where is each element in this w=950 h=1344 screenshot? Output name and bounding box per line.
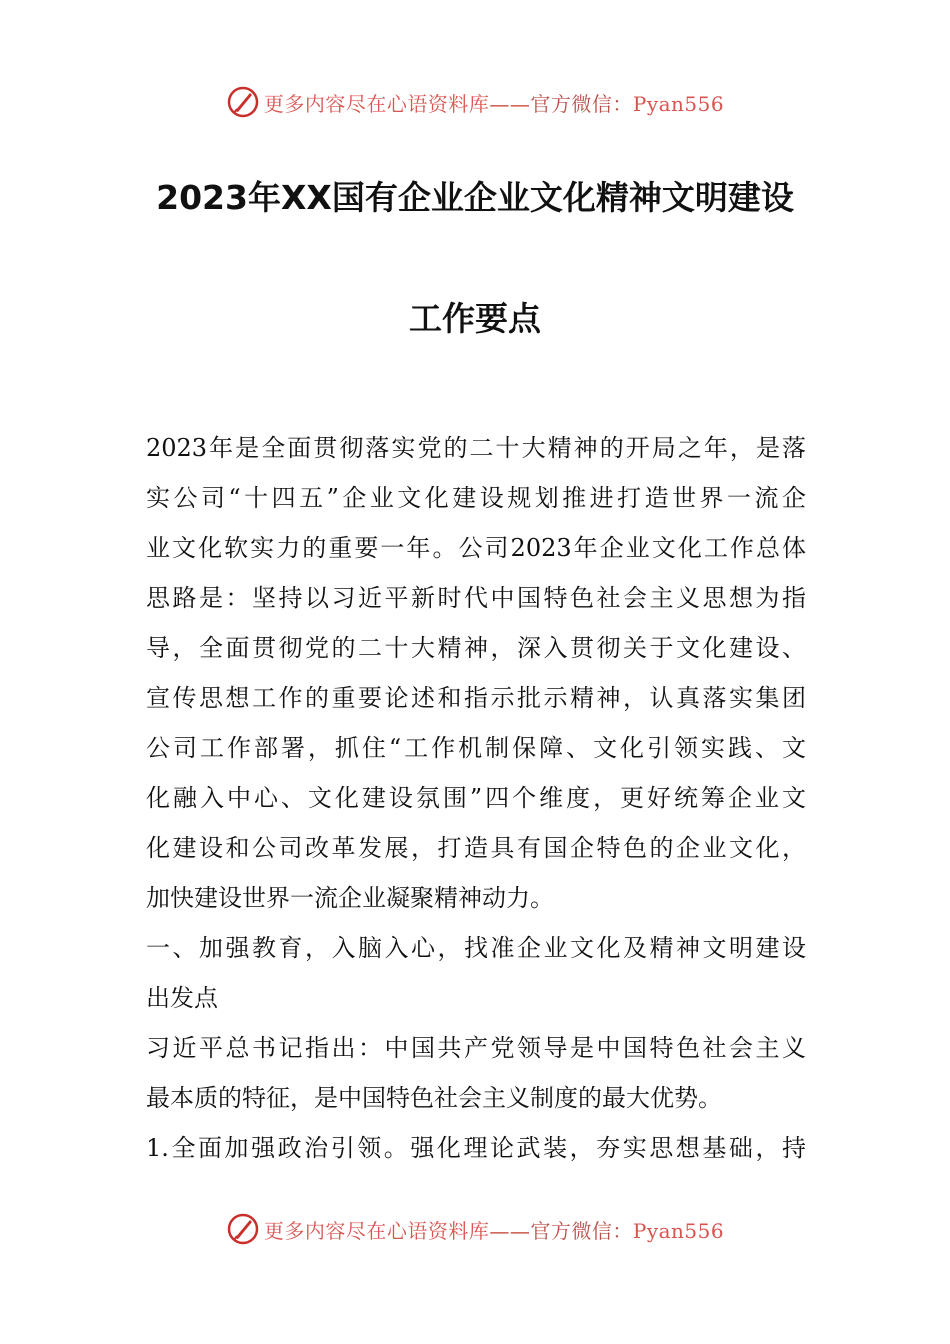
- body-line: 公司工作部署，抓住“工作机制保障、文化引领实践、文: [146, 734, 806, 762]
- section-heading-line: 一、加强教育，入脑入心，找准企业文化及精神文明建设: [146, 934, 806, 962]
- body-line: 思路是：坚持以习近平新时代中国特色社会主义思想为指: [146, 584, 806, 612]
- body-line: 业文化软实力的重要一年。公司2023年企业文化工作总体: [146, 534, 806, 562]
- watermark-banner-bottom: [0, 1207, 950, 1251]
- watermark-banner-top: [0, 80, 950, 124]
- watermark-text: 更多内容尽在心语资料库——官方微信：Pyan556: [263, 91, 725, 116]
- document-title-line1: 2023年XX国有企业企业文化精神文明建设: [156, 178, 794, 217]
- body-line: 导，全面贯彻党的二十大精神，深入贯彻关于文化建设、: [146, 634, 806, 662]
- body-line: 加快建设世界一流企业凝聚精神动力。: [146, 884, 554, 912]
- quill-logo-icon: [226, 1212, 260, 1246]
- body-line: 2023年是全面贯彻落实党的二十大精神的开局之年，是落: [146, 434, 806, 462]
- body-line: 化融入中心、文化建设氛围”四个维度，更好统筹企业文: [146, 784, 806, 812]
- body-line: 最本质的特征，是中国特色社会主义制度的最大优势。: [146, 1084, 722, 1112]
- body-line: 习近平总书记指出：中国共产党领导是中国特色社会主义: [146, 1034, 806, 1062]
- body-line: 宣传思想工作的重要论述和指示批示精神，认真落实集团: [146, 684, 806, 712]
- body-line: 化建设和公司改革发展，打造具有国企特色的企业文化，: [146, 834, 806, 862]
- section-heading-line: 出发点: [146, 984, 218, 1012]
- document-body: [146, 423, 806, 1173]
- body-line: 1.全面加强政治引领。强化理论武装，夯实思想基础，持: [146, 1134, 806, 1162]
- document-title-line2: 工作要点: [409, 299, 541, 338]
- body-line: 实公司“十四五”企业文化建设规划推进打造世界一流企: [146, 484, 806, 512]
- quill-logo-icon: [226, 85, 260, 119]
- watermark-text: 更多内容尽在心语资料库——官方微信：Pyan556: [263, 1218, 725, 1243]
